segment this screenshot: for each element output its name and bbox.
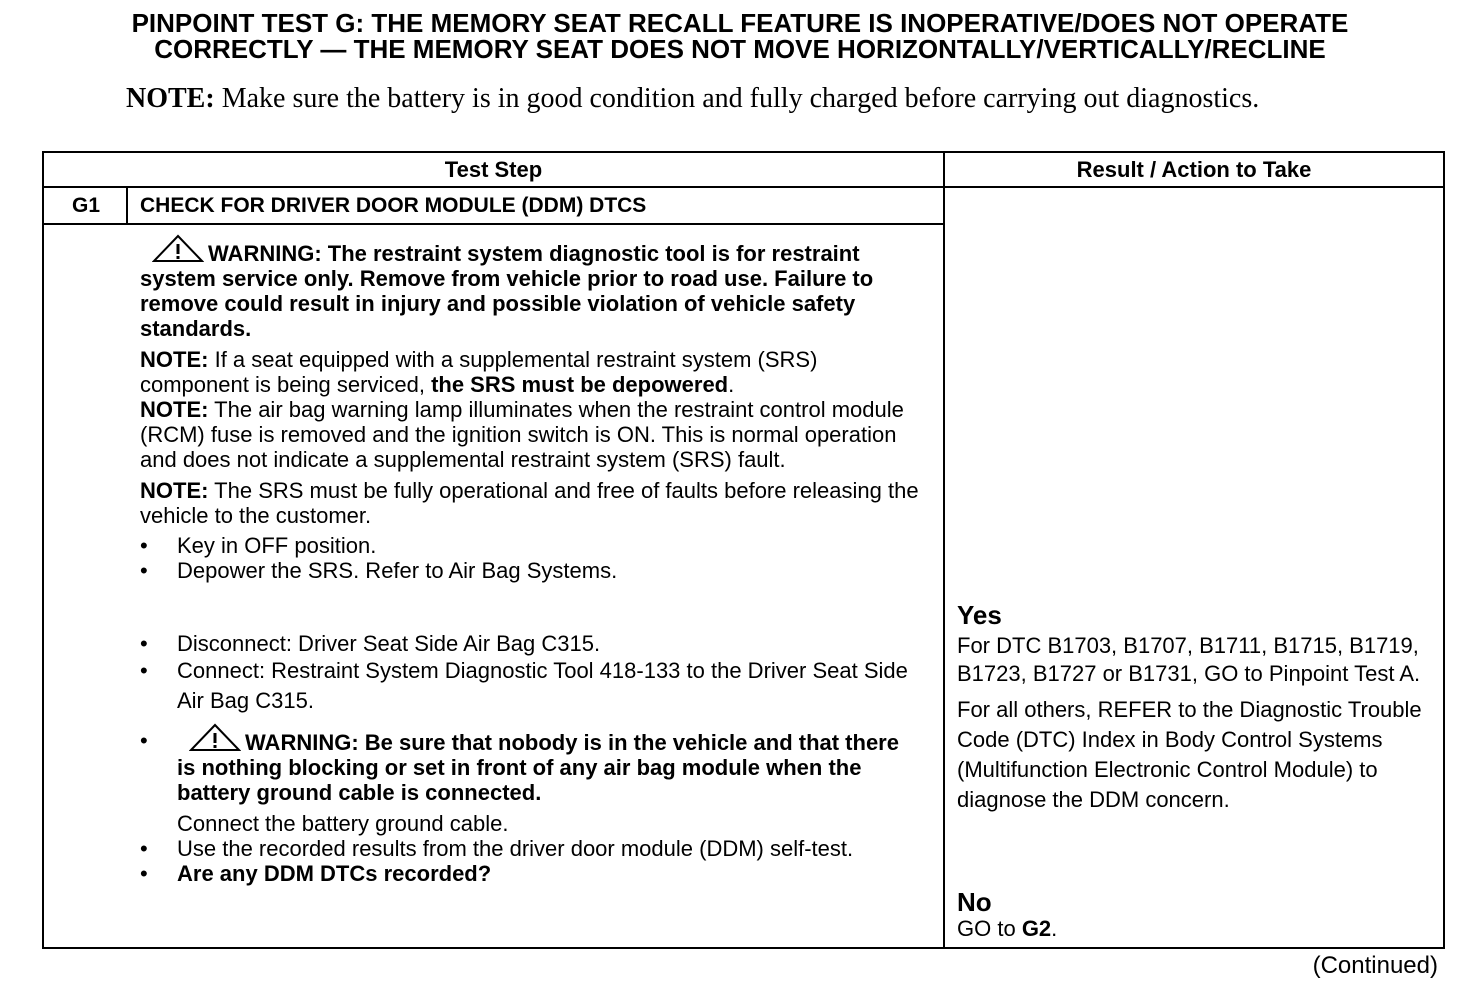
page-title	[40, 10, 1440, 62]
list-item: • Disconnect: Driver Seat Side Air Bag C315.	[140, 631, 601, 656]
note-srs-operational: NOTE: The SRS must be fully operational and free of faults before releasing the vehicle to the customer.	[140, 478, 919, 528]
header-test-step: Test Step	[444, 157, 543, 182]
list-item: • Use the recorded results from the driver door module (DDM) self-test.	[140, 836, 854, 861]
warning-triangle-icon	[152, 233, 208, 263]
list-item: • Key in OFF position.	[140, 533, 377, 558]
yes-text-others: For all others, REFER to the Diagnostic Trouble Code (DTC) Index in Body Control Systems (Multifunction Electronic Control Module) to diagnose the DDM concern.	[957, 697, 1422, 812]
yes-result	[957, 600, 1427, 815]
title-line-1: PINPOINT TEST G: THE MEMORY SEAT RECALL FEATURE IS INOPERATIVE/DOES NOT OPERATE	[131, 8, 1349, 38]
top-note-text: Make sure the battery is in good condition and fully charged before carrying out diagnostics.	[221, 83, 1260, 114]
warning-triangle-icon	[189, 722, 245, 752]
step-title-divider	[44, 223, 943, 225]
top-note	[126, 83, 1326, 114]
warning-restraint-tool: WARNING: The restraint system diagnostic tool is for restraint system service only. Remove from vehicle prior to road use. Failure to remove could result in injury and possible violation of vehicle safety standards.	[140, 233, 920, 341]
note-airbag-lamp: NOTE: The air bag warning lamp illuminates when the restraint control module (RCM) fuse is removed and the ignition switch is ON. This is normal operation and does not indicate a supplemental restraint system (SRS) fault.	[140, 397, 904, 472]
title-line-2: CORRECTLY — THE MEMORY SEAT DOES NOT MOVE HORIZONTALLY/VERTICALLY/RECLINE	[154, 34, 1326, 64]
test-table	[42, 151, 1445, 949]
yes-text-dtc: For DTC B1703, B1707, B1711, B1715, B1719, B1723, B1727 or B1731, GO to Pinpoint Test A.	[957, 633, 1421, 686]
column-divider	[943, 153, 945, 947]
connect-ground-text: Connect the battery ground cable.	[177, 811, 509, 836]
no-label: No	[957, 887, 992, 917]
bullet-list-b	[140, 631, 920, 716]
list-item: • Connect: Restraint System Diagnostic Tool 418-133 to the Driver Seat Side Air Bag C315.	[140, 658, 908, 713]
list-item: • Depower the SRS. Refer to Air Bag Systems.	[140, 558, 618, 583]
no-result	[957, 888, 1427, 942]
note-srs-depower: NOTE: If a seat equipped with a supplemental restraint system (SRS) component is being serviced, the SRS must be depowered.	[140, 347, 818, 397]
bullet-list-a	[140, 533, 920, 583]
step-number: G1	[71, 194, 100, 217]
yes-label: Yes	[957, 600, 1002, 630]
step-body	[140, 233, 920, 886]
list-item: • Are any DDM DTCs recorded?	[140, 861, 492, 886]
top-note-label: NOTE:	[126, 83, 215, 114]
list-item: • WARNING: Be sure that nobody is in the vehicle and that there is nothing blocking or set in front of any air bag module when the battery ground cable is connected. Connect the battery ground cable.	[140, 722, 920, 836]
header-result: Result / Action to Take	[1076, 157, 1312, 182]
step-title: CHECK FOR DRIVER DOOR MODULE (DDM) DTCS	[140, 194, 647, 217]
warning-battery-ground: WARNING: Be sure that nobody is in the vehicle and that there is nothing blocking or set in front of any air bag module when the battery ground cable is connected.	[177, 722, 920, 805]
no-text: GO to G2.	[957, 916, 1058, 941]
no-target-link: G2	[1021, 916, 1052, 941]
continued-label: (Continued)	[1312, 952, 1438, 979]
